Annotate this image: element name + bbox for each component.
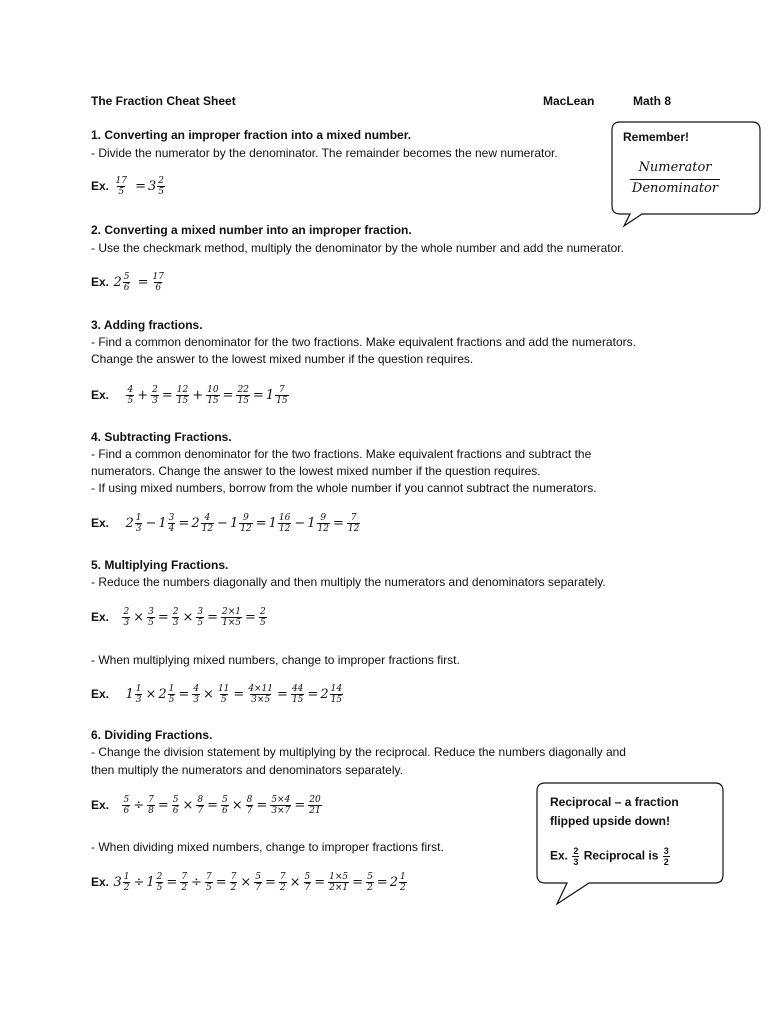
section-6-line-2: then multiply the numerators and denominators separately. — [91, 763, 403, 777]
section-4-line-1: - Find a common denominator for the two fractions. Make equivalent fractions and subtract the — [91, 447, 592, 461]
reciprocal-line-2: flipped upside down! — [550, 814, 670, 828]
section-4-example: Ex. 2 $\frac{1}{3}$ − 1 $\frac{3}{4}$ = 2 $\frac{4}{12}$ − 1 $\frac{9}{12}$ = 1 $\frac{16}{12}$ − 1 $\frac{9}{12}$ = $\frac{7}{12}$ — [91, 513, 360, 534]
section-3-example: Ex. $\frac{4}{5}$ + $\frac{2}{3}$ = $\frac{12}{15}$ + $\frac{10}{15}$ = $\frac{22}{15}$ = 1 $\frac{7}{15}$ — [91, 385, 288, 406]
section-6-note: - When dividing mixed numbers, change to improper fractions first. — [91, 840, 444, 854]
section-6-example-2: Ex. 3 $\frac{1}{2}$ ÷ 1 $\frac{2}{5}$ = $\frac{7}{2}$ ÷ $\frac{7}{5}$ = $\frac{7}{2}$ × $\frac{5}{7}$ = $\frac{7}{2}$ × $\frac{5}{7}$ = $\frac{1\times 5}{2\times 1}$ = $\frac{5}{2}$ = 2 $\frac{1}{2}$ — [91, 872, 406, 893]
ex-label: Ex. — [91, 875, 110, 889]
section-4-heading: 4. Subtracting Fractions. — [91, 430, 232, 444]
reciprocal-example: Ex. $\frac{2}{3}$ Reciprocal is $\frac{3}{2}$ — [550, 846, 669, 867]
section-6-line-1: - Change the division statement by multiplying by the reciprocal. Reduce the numbers diagonally and — [91, 745, 626, 759]
remember-fraction-bar — [630, 179, 720, 180]
ex-label: Ex. — [91, 687, 110, 701]
section-3-line-1: - Find a common denominator for the two fractions. Make equivalent fractions and add the numerators. — [91, 335, 636, 349]
section-4-line-3: - If using mixed numbers, borrow from the whole number if you cannot subtract the numerators. — [91, 481, 597, 495]
section-1-example: Ex. $\frac{17}{5}$ = 3 $\frac{2}{5}$ — [91, 176, 164, 197]
section-5-example: Ex. $\frac{2}{3}$ × $\frac{3}{5}$ = $\frac{2}{3}$ × $\frac{3}{5}$ = $\frac{2\times 1}{1\times 5}$ = $\frac{2}{5}$ — [91, 607, 266, 628]
ex-label: Ex. — [91, 275, 110, 289]
author-name: MacLean — [543, 94, 595, 108]
section-4-line-2: numerators. Change the answer to the lowest mixed number if the question requires. — [91, 464, 541, 478]
section-5-heading: 5. Multiplying Fractions. — [91, 558, 229, 572]
course-name: Math 8 — [633, 94, 672, 108]
section-1-heading: 1. Converting an improper fraction into a mixed number. — [91, 128, 412, 142]
ex-label: Ex. — [91, 388, 110, 402]
section-2-example: Ex. 2 $\frac{5}{6}$ = $\frac{17}{6}$ — [91, 272, 164, 293]
section-6-example: Ex. $\frac{5}{6}$ ÷ $\frac{7}{8}$ = $\frac{5}{6}$ × $\frac{8}{7}$ = $\frac{5}{6}$ × $\frac{8}{7}$ = $\frac{5\times 4}{3\times 7}$ = $\frac{20}{21}$ — [91, 795, 321, 816]
section-3-heading: 3. Adding fractions. — [91, 318, 203, 332]
section-6-heading: 6. Dividing Fractions. — [91, 728, 213, 742]
section-5-note: - When multiplying mixed numbers, change to improper fractions first. — [91, 653, 460, 667]
ex-label: Ex. — [91, 179, 110, 193]
page-title: The Fraction Cheat Sheet — [91, 94, 236, 108]
section-3-line-2: Change the answer to the lowest mixed number if the question requires. — [91, 352, 474, 366]
reciprocal-line-1: Reciprocal – a fraction — [550, 795, 679, 809]
section-5-example-2: Ex. 1 $\frac{1}{3}$ × 2 $\frac{1}{5}$ = $\frac{4}{3}$ × $\frac{11}{5}$ = $\frac{4\times 11}{3\times 5}$ = $\frac{44}{15}$ = 2 $\frac{14}{15}$ — [91, 684, 343, 705]
section-5-line-1: - Reduce the numbers diagonally and then multiply the numerators and denominators separately. — [91, 575, 606, 589]
ex-label: Ex. — [91, 798, 110, 812]
section-1-line-1: - Divide the numerator by the denominator. The remainder becomes the new numerator. — [91, 146, 558, 160]
section-2-heading: 2. Converting a mixed number into an improper fraction. — [91, 223, 412, 237]
remember-denominator: Denominator — [631, 181, 719, 196]
ex-label: Ex. — [91, 610, 110, 624]
remember-title: Remember! — [623, 130, 690, 144]
remember-numerator: Numerator — [638, 160, 712, 175]
section-2-line-1: - Use the checkmark method, multiply the denominator by the whole number and add the numerator. — [91, 241, 624, 255]
ex-label: Ex. — [91, 516, 110, 530]
